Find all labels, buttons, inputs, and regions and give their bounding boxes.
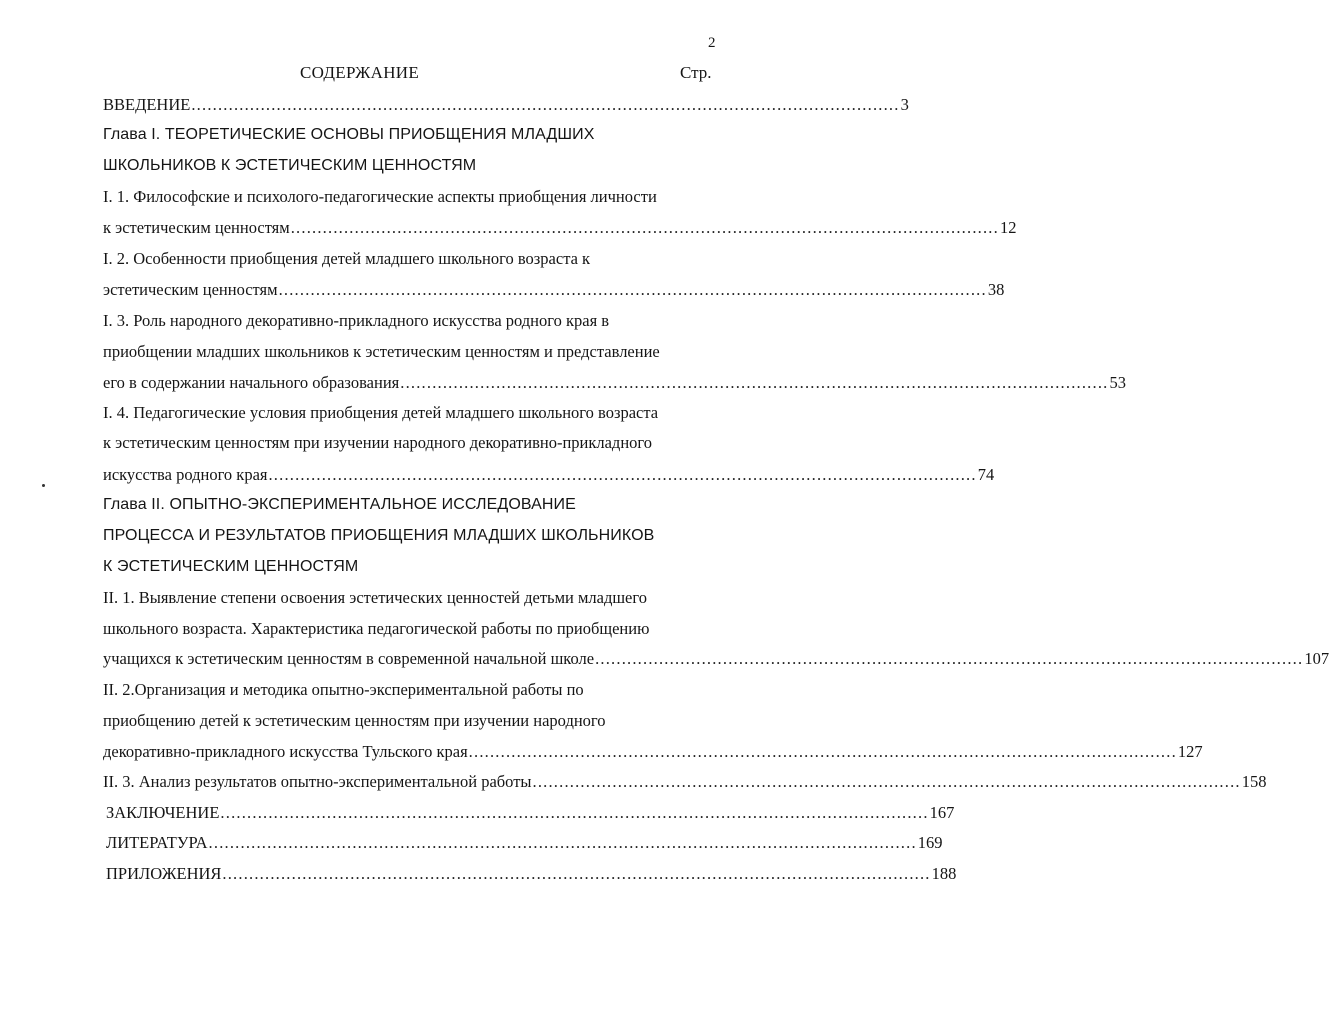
chapter-2-heading-line-2: ПРОЦЕССА И РЕЗУЛЬТАТОВ ПРИОБЩЕНИЯ МЛАДШИХ ШКОЛЬНИКОВ — [103, 527, 655, 544]
toc-entry-page: 107 — [1304, 649, 1329, 668]
toc-entry-text: ВВЕДЕНИЕ — [103, 95, 191, 114]
toc-entry-text: эстетическим ценностям — [103, 280, 278, 299]
toc-entry-literature — [106, 832, 943, 854]
toc-entry-page: 188 — [931, 864, 957, 883]
leader-dots: ..................................................................................................................................... — [268, 465, 977, 484]
toc-entry-page: 53 — [1109, 373, 1126, 392]
leader-dots: ..................................................................................................................................... — [468, 742, 1177, 761]
leader-dots: ..................................................................................................................................... — [400, 373, 1109, 392]
toc-entry-text: искусства родного края — [103, 465, 268, 484]
leader-dots: ..................................................................................................................................... — [220, 803, 929, 822]
toc-entry-text: учащихся к эстетическим ценностям в современной начальной школе — [103, 649, 595, 668]
toc-entry-2-1-line-2: школьного возраста. Характеристика педагогической работы по приобщению — [103, 619, 650, 638]
chapter-2-heading-line-3: К ЭСТЕТИЧЕСКИМ ЦЕННОСТЯМ — [103, 558, 359, 575]
toc-entry-1-4-line-1: I. 4. Педагогические условия приобщения детей младшего школьного возраста — [103, 403, 659, 422]
page-number: 2 — [708, 35, 716, 51]
leader-dots: ..................................................................................................................................... — [222, 864, 931, 883]
toc-entry-page: 74 — [977, 465, 995, 484]
chapter-1-heading-line-1: Глава I. ТЕОРЕТИЧЕСКИЕ ОСНОВЫ ПРИОБЩЕНИЯ МЛАДШИХ — [103, 126, 595, 143]
scan-speck — [42, 484, 45, 487]
toc-entry-text: ЛИТЕРАТУРА — [106, 833, 208, 852]
toc-entry-page: 38 — [987, 280, 1005, 299]
toc-entry-1-1-line-1: I. 1. Философские и психолого-педагогические аспекты приобщения личности — [103, 187, 657, 206]
toc-entry-page: 167 — [929, 803, 955, 822]
toc-entry-appendix — [106, 863, 957, 885]
toc-entry-1-2-line-1: I. 2. Особенности приобщения детей младшего школьного возраста к — [103, 249, 591, 268]
toc-entry-page: 12 — [999, 218, 1017, 237]
toc-entry-1-3-line-1: I. 3. Роль народного декоративно-прикладного искусства родного края в — [103, 311, 610, 330]
leader-dots: ..................................................................................................................................... — [595, 649, 1304, 668]
toc-entry-2-1 — [103, 648, 1329, 670]
toc-entry-text: ЗАКЛЮЧЕНИЕ — [106, 803, 220, 822]
toc-entry-page: 3 — [900, 95, 909, 114]
toc-entry-2-2-line-2: приобщению детей к эстетическим ценностям при изучении народного — [103, 711, 606, 730]
toc-entry-1-3-line-2: приобщении младших школьников к эстетическим ценностям и представление — [103, 342, 660, 361]
chapter-2-heading-line-1: Глава II. ОПЫТНО-ЭКСПЕРИМЕНТАЛЬНОЕ ИССЛЕДОВАНИЕ — [103, 496, 576, 513]
toc-entry-text: его в содержании начального образования — [103, 373, 400, 392]
chapter-1-heading-line-2: ШКОЛЬНИКОВ К ЭСТЕТИЧЕСКИМ ЦЕННОСТЯМ — [103, 157, 477, 174]
toc-entry-page: 169 — [917, 833, 943, 852]
toc-entry-2-2 — [103, 741, 1203, 763]
toc-entry-2-2-line-1: II. 2.Организация и методика опытно-экспериментальной работы по — [103, 680, 584, 699]
leader-dots: ..................................................................................................................................... — [208, 833, 917, 852]
toc-entry-text: ПРИЛОЖЕНИЯ — [106, 864, 222, 883]
toc-entry-conclusion — [106, 802, 955, 824]
toc-entry-text: II. 3. Анализ результатов опытно-экспериментальной работы — [103, 772, 532, 791]
toc-entry-page: 158 — [1241, 772, 1267, 791]
leader-dots: ..................................................................................................................................... — [278, 280, 987, 299]
leader-dots: ..................................................................................................................................... — [290, 218, 999, 237]
toc-entry-2-3 — [103, 771, 1267, 793]
toc-entry-1-2 — [103, 279, 1005, 301]
toc-entry-text: к эстетическим ценностям — [103, 218, 290, 237]
toc-entry-page: 127 — [1177, 742, 1203, 761]
page-title: СОДЕРЖАНИЕ — [300, 63, 420, 82]
page-column-label: Стр. — [680, 63, 712, 82]
toc-entry-1-4 — [103, 464, 995, 486]
toc-entry-2-1-line-1: II. 1. Выявление степени освоения эстетических ценностей детьми младшего — [103, 588, 647, 607]
leader-dots: ..................................................................................................................................... — [532, 772, 1241, 791]
toc-entry-1-3 — [103, 372, 1126, 394]
toc-entry-1-1 — [103, 217, 1017, 239]
toc-entry-1-4-line-2: к эстетическим ценностям при изучении народного декоративно-прикладного — [103, 433, 653, 452]
leader-dots: ..................................................................................................................................... — [191, 95, 900, 114]
toc-entry-text: декоративно-прикладного искусства Тульского края — [103, 742, 468, 761]
toc-entry-intro — [103, 94, 909, 116]
